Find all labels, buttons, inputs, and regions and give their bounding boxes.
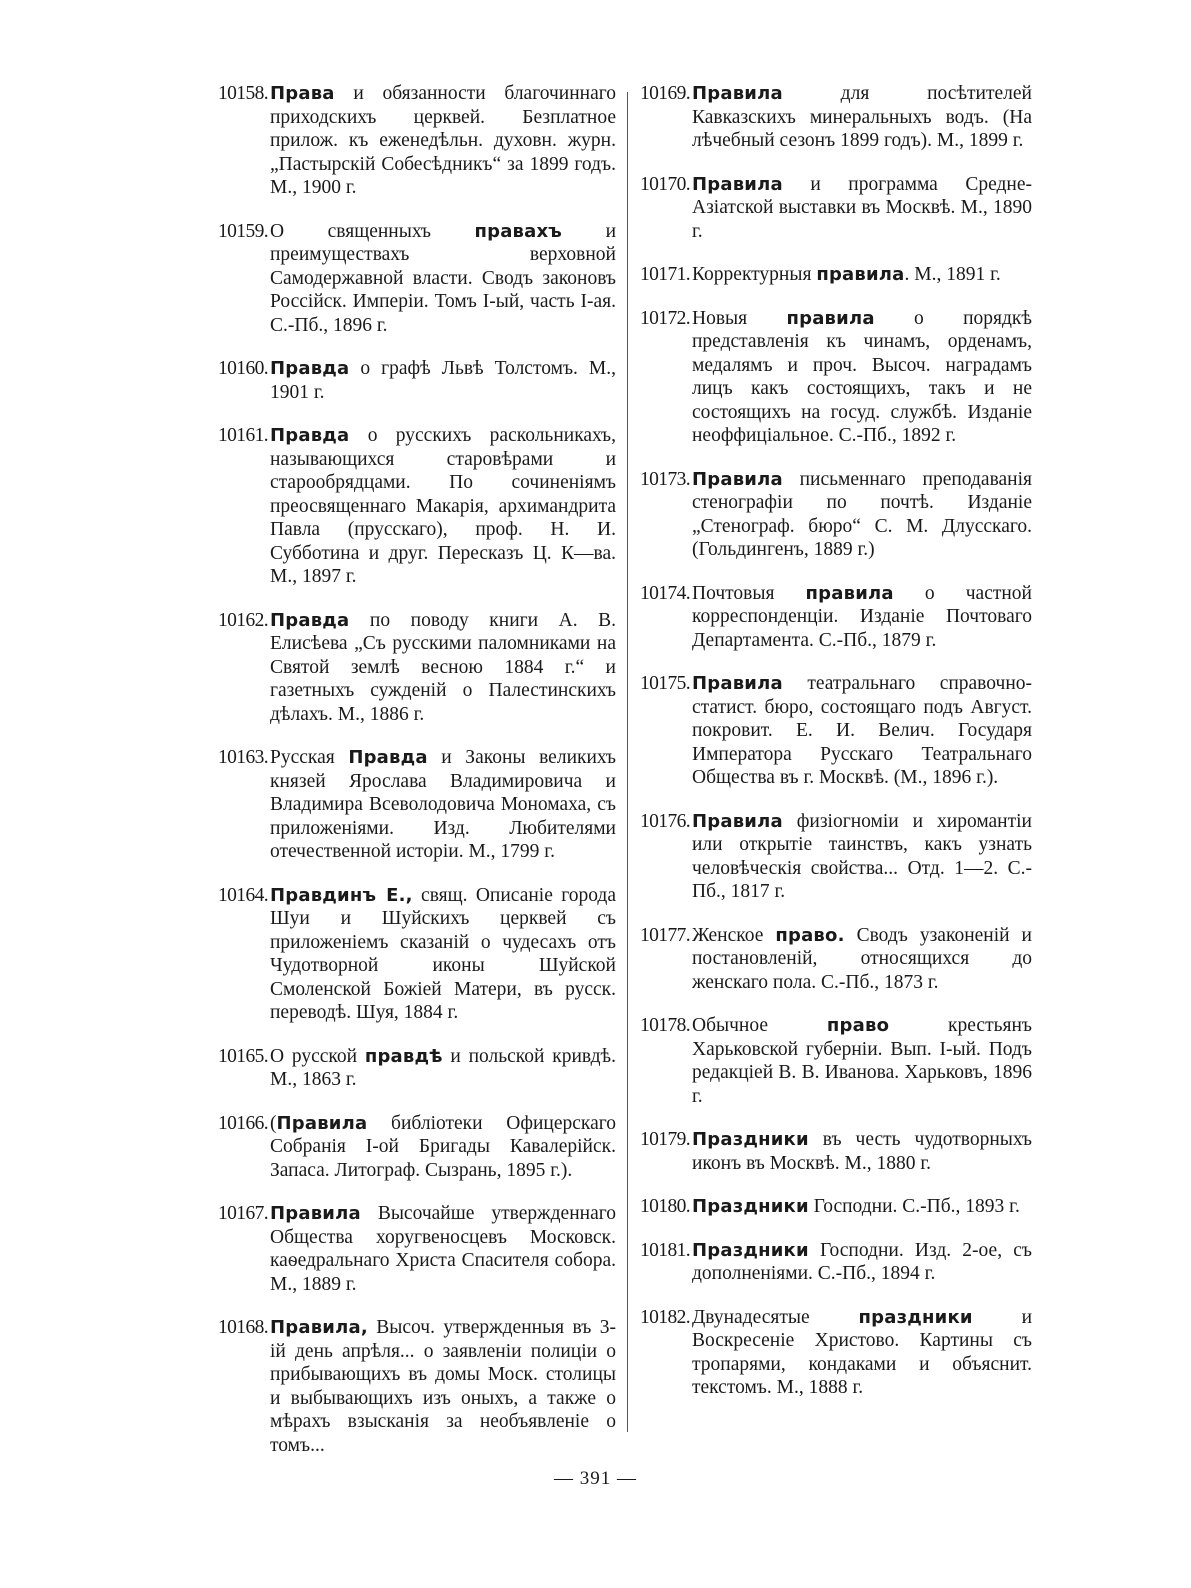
entry-prefix: Новыя: [692, 307, 787, 329]
entry-keyword: Праздники: [692, 1196, 809, 1217]
entry-text: [692, 468, 1032, 562]
catalog-entry: [640, 924, 1032, 995]
entry-text: [270, 357, 616, 404]
entry-text: [692, 1306, 1032, 1400]
entry-number: 10168.: [218, 1317, 269, 1338]
catalog-entry: [218, 746, 616, 864]
entry-keyword: Правила: [692, 173, 783, 195]
entry-description: и Воскресеніе Христово. Картины съ тропарями, кондаками и объяснит. текстомъ. М., 1888 г.: [692, 1306, 1032, 1398]
entry-prefix: (: [270, 1112, 277, 1134]
entry-description: и программа Средне-Азіатской выставки въ Москвѣ. М., 1890 г.: [692, 173, 1032, 242]
entry-prefix: Русская: [270, 747, 349, 768]
entry-keyword: Праздники: [692, 1129, 809, 1150]
entry-number: 10165.: [218, 1045, 269, 1067]
catalog-entry: [640, 1014, 1032, 1108]
entry-prefix: О русской: [270, 1045, 365, 1067]
catalog-entry: [640, 1195, 1032, 1219]
entry-number: 10182.: [640, 1306, 691, 1328]
entry-prefix: Корректурныя: [692, 264, 817, 285]
entry-keyword: Правда: [270, 358, 350, 379]
entry-number: 10179.: [640, 1129, 691, 1150]
entry-text: [692, 307, 1032, 448]
entry-number: 10159.: [218, 220, 269, 242]
entry-keyword: Правдинъ Е.,: [270, 884, 413, 906]
entry-number: 10172.: [640, 307, 691, 329]
catalog-entry: [640, 173, 1032, 244]
entry-text: [692, 1128, 1032, 1175]
entry-keyword: Правила,: [270, 1317, 368, 1338]
entry-number: 10169.: [640, 83, 691, 104]
catalog-entry: [218, 1112, 616, 1183]
catalog-entry: [218, 609, 616, 727]
entry-number: 10181.: [640, 1239, 691, 1261]
catalog-entry: [640, 307, 1032, 448]
catalog-entry: [640, 468, 1032, 562]
catalog-entry: [218, 424, 616, 589]
entry-keyword: Правила: [692, 810, 783, 832]
entry-text: [692, 263, 1032, 287]
entry-description: письменнаго преподаванія стенографіи по почтѣ. Изданіе „Стенограф. бюро“ С. М. Длусскаго. (Гольдингенъ, 1889 г.): [692, 468, 1032, 560]
entry-keyword: правдѣ: [364, 1045, 443, 1067]
entry-number: 10163.: [218, 747, 269, 768]
catalog-entry: [218, 1045, 616, 1092]
catalog-entry: [640, 1128, 1032, 1175]
entry-prefix: О священныхъ: [270, 220, 475, 242]
entry-text: [692, 173, 1032, 244]
entry-number: 10161.: [218, 425, 269, 446]
entry-description: свящ. Описаніе города Шуи и Шуйскихъ церквей съ приложеніемъ сказаній о чудесахъ отъ Чудотворной иконы Шуйской Смоленской Божіей Матери, въ русск. переводѣ. Шуя, 1884 г.: [270, 884, 616, 1023]
entry-text: [692, 582, 1032, 653]
entry-keyword: Права: [270, 83, 335, 104]
entry-description: о частной корреспонденціи. Изданіе Почтоваго Департамента. С.-Пб., 1879 г.: [692, 582, 1032, 651]
entry-prefix: Женское: [692, 924, 776, 946]
entry-number: 10180.: [640, 1196, 691, 1217]
entry-number: 10160.: [218, 358, 269, 379]
entry-description: Высочайше утвержденнаго Общества хоругвеносцевъ Московск. каѳедральнаго Христа Спасителя собора. М., 1889 г.: [270, 1203, 616, 1295]
entry-description: въ честь чудотворныхъ иконъ въ Москвѣ. М., 1880 г.: [692, 1129, 1032, 1174]
catalog-entry: [218, 1202, 616, 1296]
entry-keyword: Правила: [692, 673, 783, 694]
entry-number: 10176.: [640, 810, 691, 832]
entry-text: [692, 1239, 1032, 1286]
entry-keyword: право.: [775, 924, 845, 946]
entry-text: [270, 1202, 616, 1296]
entry-keyword: Правда: [348, 747, 428, 768]
entry-description: Господни. Изд. 2-ое, съ дополненіями. С.-Пб., 1894 г.: [692, 1239, 1032, 1284]
entry-number: 10175.: [640, 673, 691, 694]
entry-keyword: правахъ: [474, 220, 563, 242]
entry-description: Сводъ узаконеній и постановленій, относящихся до женскаго пола. С.-Пб., 1873 г.: [692, 924, 1032, 993]
entry-prefix: Почтовыя: [692, 582, 806, 604]
entry-description: Господни. С.-Пб., 1893 г.: [808, 1196, 1020, 1217]
entry-description: и обязанности благочиннаго приходскихъ церквей. Безплатное прилож. къ еженедѣльн. духовн. журн. „Пастырскій Собесѣдникъ“ за 1899 годъ. М., 1900 г.: [270, 83, 616, 198]
entry-description: и Законы великихъ князей Ярослава Владимировича и Владимира Всеволодовича Мономаха, съ приложеніями. Изд. Любителями отечественной исторіи. М., 1799 г.: [270, 747, 617, 862]
entry-keyword: праздники: [858, 1306, 973, 1328]
entry-prefix: Обычное: [692, 1015, 827, 1036]
catalog-entry: [640, 810, 1032, 904]
entry-text: [270, 424, 616, 589]
entry-number: 10162.: [218, 609, 269, 631]
entry-description: о графѣ Львѣ Толстомъ. М., 1901 г.: [270, 358, 616, 403]
entry-text: [692, 810, 1032, 904]
entry-keyword: Правила: [270, 1203, 361, 1224]
entry-text: [270, 1045, 616, 1092]
catalog-entry: [218, 357, 616, 404]
catalog-entry: [640, 82, 1032, 153]
entry-keyword: Праздники: [692, 1239, 809, 1261]
entry-text: [270, 1316, 616, 1457]
entry-description: и преимуществахъ верховной Самодержавной власти. Сводъ законовъ Россійск. Имперіи. Томъ I-ый, часть I-ая. С.-Пб., 1896 г.: [270, 220, 617, 336]
entry-number: 10174.: [640, 582, 691, 604]
catalog-entry: [218, 220, 616, 338]
entry-keyword: Правила: [692, 83, 783, 104]
entry-number: 10173.: [640, 468, 691, 490]
entry-number: 10170.: [640, 173, 691, 195]
entry-keyword: Правила: [276, 1112, 368, 1134]
left-column: [218, 82, 616, 1477]
entry-description: по поводу книги А. В. Елисѣева „Съ русскими паломниками на Святой землѣ весною 1884 г.“ и газетныхъ сужденій о Палестинскихъ дѣлахъ. М., 1886 г.: [270, 609, 616, 725]
entry-keyword: правила: [816, 264, 905, 285]
entry-number: 10164.: [218, 884, 269, 906]
entry-description: физіогноміи и хиромантіи или открытіе таинствъ, какъ узнать человѣческія свойства... Отд. 1—2. С.-Пб., 1817 г.: [692, 810, 1032, 902]
catalog-entry: [640, 582, 1032, 653]
entry-text: [692, 1195, 1032, 1219]
entry-number: 10166.: [218, 1112, 269, 1134]
entry-text: [270, 1112, 616, 1183]
catalog-entry: [640, 672, 1032, 790]
entry-keyword: правила: [805, 582, 894, 604]
entry-keyword: Правда: [270, 609, 350, 631]
entry-number: 10177.: [640, 924, 691, 946]
entry-text: [270, 884, 616, 1025]
entry-description: библіотеки Офицерскаго Собранія I-ой Бригады Кавалерійск. Запаса. Литограф. Сызрань, 1895 г.).: [270, 1112, 616, 1181]
entry-description: . М., 1891 г.: [904, 264, 1001, 285]
entry-keyword: право: [826, 1015, 890, 1036]
entry-prefix: Двунадесятые: [692, 1306, 859, 1328]
catalog-entry: [640, 263, 1032, 287]
entry-keyword: Правила: [692, 468, 783, 490]
entry-text: [692, 82, 1032, 153]
catalog-entry: [218, 82, 616, 200]
entry-number: 10171.: [640, 264, 691, 285]
entry-number: 10167.: [218, 1203, 269, 1224]
catalog-entry: [640, 1239, 1032, 1286]
entry-description: о порядкѣ представленія къ чинамъ, орденамъ, медалямъ и проч. Высоч. наградамъ лицъ какъ состоящихъ, такъ и не состоящихъ на госуд. службѣ. Изданіе неоффиціальное. С.-Пб., 1892 г.: [692, 307, 1032, 446]
entry-text: [692, 924, 1032, 995]
entry-keyword: правила: [786, 307, 875, 329]
column-divider: [627, 92, 628, 1432]
entry-text: [270, 220, 616, 338]
entry-text: [270, 609, 616, 727]
entry-number: 10158.: [218, 83, 269, 104]
entry-description: и польской кривдѣ. М., 1863 г.: [270, 1045, 616, 1090]
entry-description: о русскихъ раскольникахъ, называющихся старовѣрами и старообрядцами. По сочиненіямъ преосвященнаго Макарія, архимандрита Павла (прусскаго), проф. Н. И. Субботина и друг. Пересказъ Ц. К—ва. М., 1897 г.: [270, 425, 616, 587]
catalog-entry: [218, 1316, 616, 1457]
catalog-entry: [218, 884, 616, 1025]
entry-number: 10178.: [640, 1015, 691, 1036]
entry-description: крестьянъ Харьковской губерніи. Вып. I-ый. Подъ редакціей В. В. Иванова. Харьковъ, 1896 г.: [692, 1015, 1032, 1107]
catalog-entry: [640, 1306, 1032, 1400]
entry-keyword: Правда: [270, 425, 350, 446]
entry-text: [692, 1014, 1032, 1108]
entry-description: театральнаго справочно-статист. бюро, состоящаго подъ Август. покровит. Е. И. Велич. Государя Императора Русскаго Театральнаго Общества въ г. Москвѣ. (М., 1896 г.).: [692, 673, 1032, 788]
entry-description: для посѣтителей Кавказскихъ минеральныхъ водъ. (На лѣчебный сезонъ 1899 годъ). М., 1899 г.: [692, 83, 1032, 151]
entry-text: [270, 82, 616, 200]
entry-text: [270, 746, 616, 864]
page-number: — 391 —: [554, 1468, 637, 1489]
right-column: [640, 82, 1032, 1420]
entry-description: Высоч. утвержденныя въ 3-ій день апрѣля... о заявленіи полиціи о прибывающихъ въ домы Моск. столицы и выбывающихъ изъ оныхъ, а также о мѣрахъ взысканія за необъявленіе о томъ...: [270, 1317, 616, 1456]
entry-text: [692, 672, 1032, 790]
